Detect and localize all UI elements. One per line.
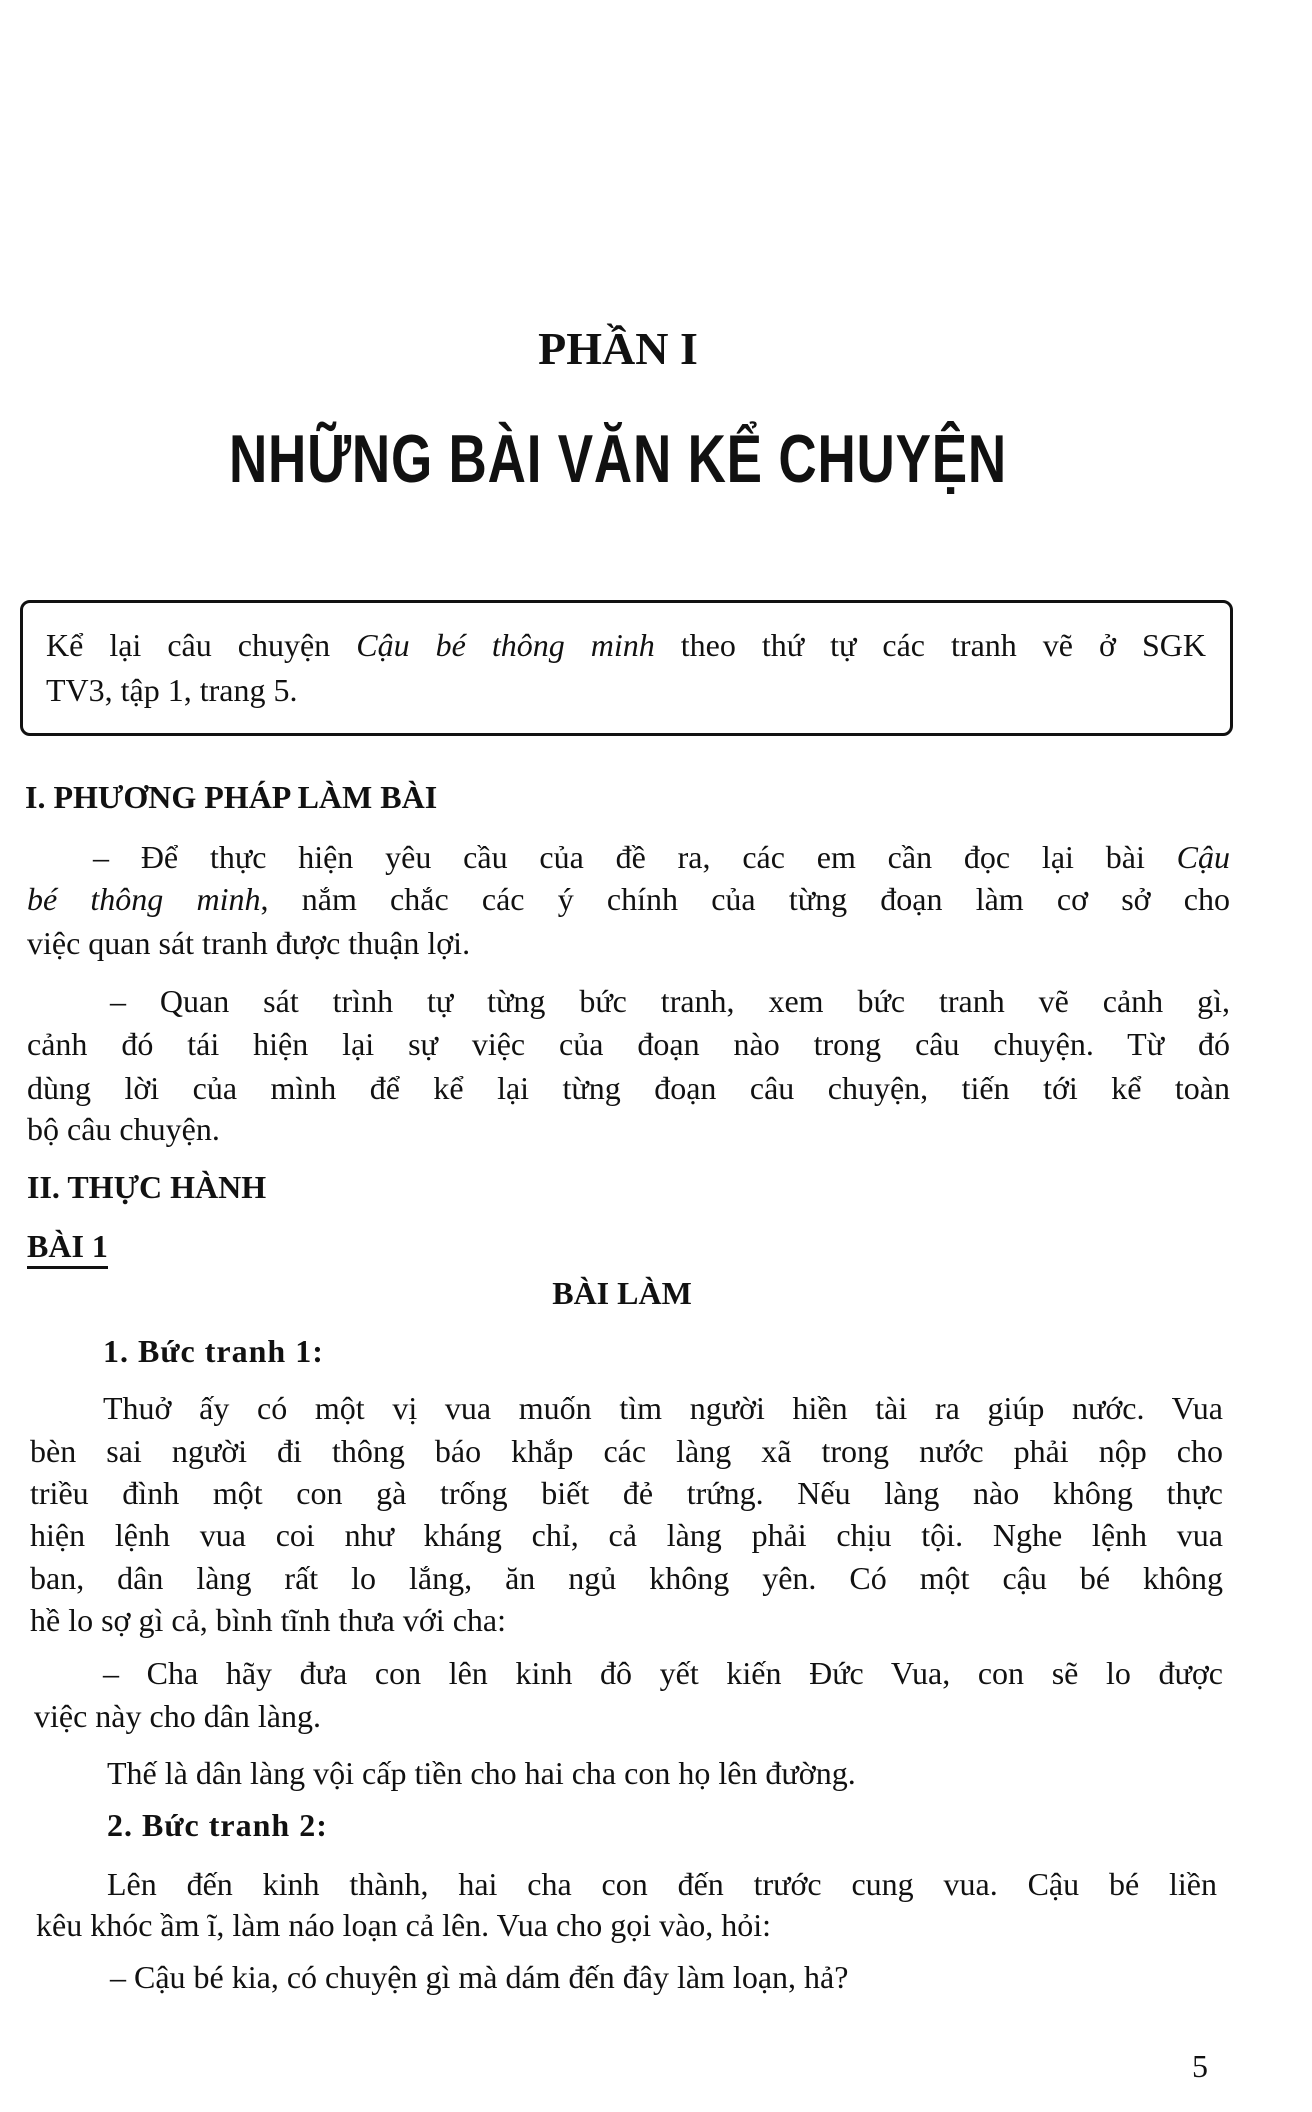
- paragraph-line: kêu khóc ầm ĩ, làm náo loạn cả lên. Vua cho gọi vào, hỏi:: [36, 1907, 772, 1943]
- story-title: Cậu: [1176, 839, 1230, 875]
- task-text: Kể lại câu chuyện: [46, 627, 357, 663]
- section-heading-method: I. PHƯƠNG PHÁP LÀM BÀI: [25, 779, 438, 815]
- paragraph-line: việc quan sát tranh được thuận lợi.: [27, 925, 471, 961]
- paragraph-line: Thuở ấy có một vị vua muốn tìm người hiền tài ra giúp nước. Vua: [103, 1390, 1223, 1426]
- page-title: NHỮNG BÀI VĂN KỂ CHUYỆN: [228, 421, 1008, 497]
- task-text: theo thứ tự các tranh vẽ ở SGK: [654, 627, 1207, 663]
- paragraph-line: [93, 835, 1230, 879]
- task-line-2: TV3, tập 1, trang 5.: [46, 672, 298, 708]
- dialogue-line: – Cha hãy đưa con lên kinh đô yết kiến Đức Vua, con sẽ lo được: [103, 1655, 1223, 1691]
- paragraph-line: hiện lệnh vua coi như kháng chỉ, cả làng phải chịu tội. Nghe lệnh vua: [30, 1517, 1223, 1553]
- paragraph-line: Lên đến kinh thành, hai cha con đến trước cung vua. Cậu bé liền: [107, 1866, 1217, 1902]
- page-number: 5: [1192, 2048, 1208, 2084]
- dialogue-line: – Cậu bé kia, có chuyện gì mà dám đến đây làm loạn, hả?: [110, 1959, 849, 1995]
- story-title: Cậu bé thông minh: [356, 627, 655, 663]
- paragraph-line: Thế là dân làng vội cấp tiền cho hai cha con họ lên đường.: [107, 1755, 856, 1791]
- paragraph-line: [27, 877, 1230, 921]
- paragraph-line: bộ câu chuyện.: [27, 1111, 220, 1147]
- paragraph-line: triều đình một con gà trống biết đẻ trứng. Nếu làng nào không thực: [30, 1475, 1223, 1511]
- dialogue-line: việc này cho dân làng.: [34, 1698, 321, 1734]
- paragraph-line: – Quan sát trình tự từng bức tranh, xem bức tranh vẽ cảnh gì,: [110, 983, 1230, 1019]
- paragraph-line: cảnh đó tái hiện lại sự việc của đoạn nào trong câu chuyện. Từ đó: [27, 1026, 1230, 1062]
- section-heading-practice: II. THỰC HÀNH: [27, 1169, 267, 1205]
- paragraph-line: bèn sai người đi thông báo khắp các làng xã trong nước phải nộp cho: [30, 1433, 1223, 1469]
- story-title: bé thông minh: [27, 881, 261, 917]
- text: – Để thực hiện yêu cầu của đề ra, các em cần đọc lại bài: [93, 839, 1177, 875]
- part-heading: PHẦN I: [538, 323, 698, 374]
- paragraph-line: ban, dân làng rất lo lắng, ăn ngủ không yên. Có một cậu bé không: [30, 1560, 1223, 1596]
- paragraph-line: dùng lời của mình để kể lại từng đoạn câu chuyện, tiến tới kể toàn: [27, 1070, 1230, 1106]
- picture-2-heading: 2. Bức tranh 2:: [107, 1807, 328, 1843]
- paragraph-line: hề lo sợ gì cả, bình tĩnh thưa với cha:: [30, 1602, 506, 1638]
- picture-1-heading: 1. Bức tranh 1:: [103, 1333, 324, 1369]
- answer-heading: BÀI LÀM: [552, 1275, 692, 1311]
- exercise-label: BÀI 1: [27, 1228, 108, 1269]
- task-line-1: [46, 623, 1206, 667]
- text: , nắm chắc các ý chính của từng đoạn làm cơ sở cho: [260, 881, 1231, 917]
